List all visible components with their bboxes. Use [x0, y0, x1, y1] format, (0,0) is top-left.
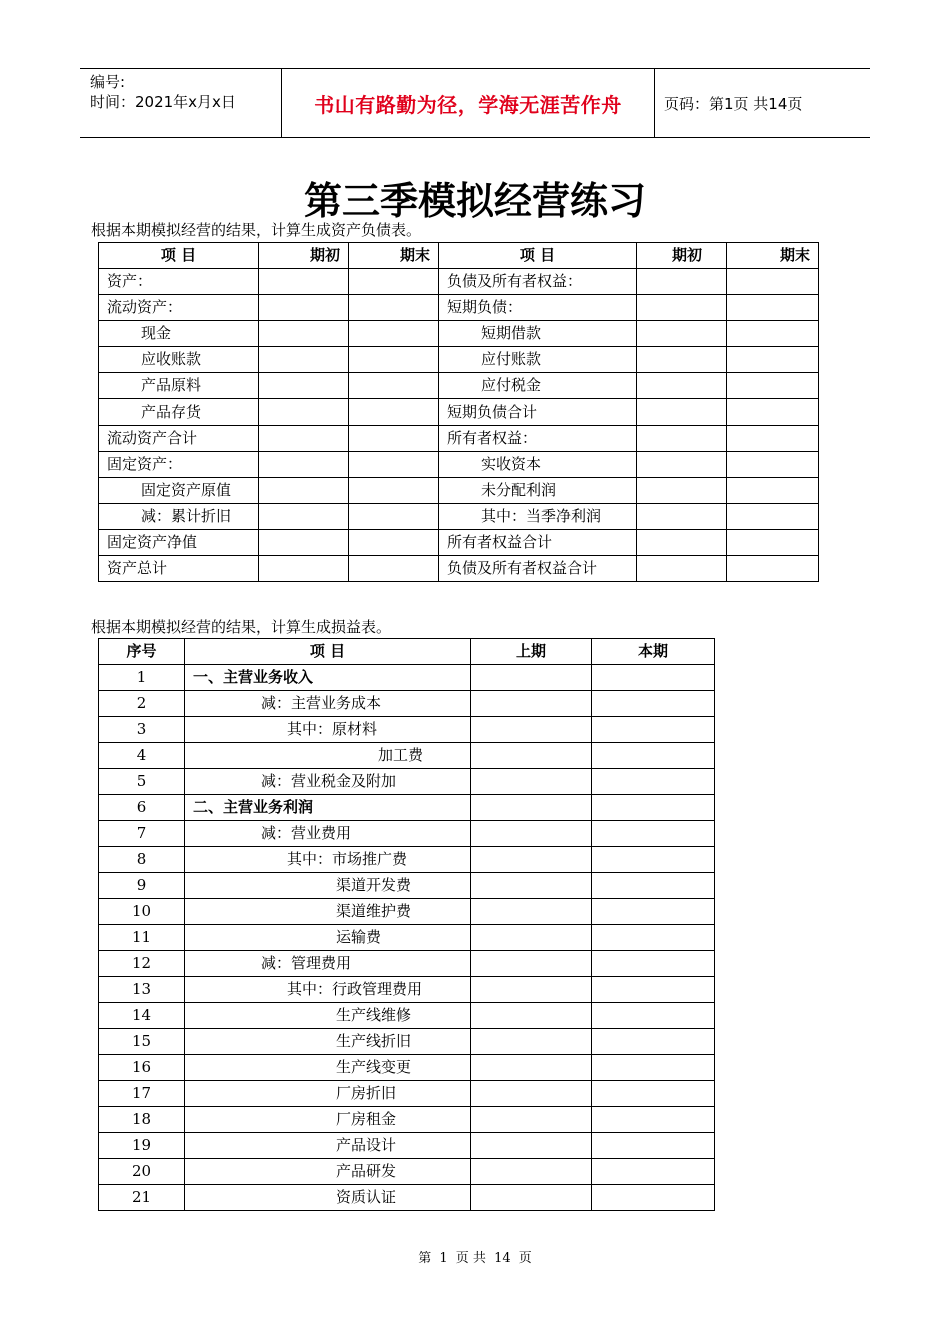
- bs-col-end-left: 期末: [349, 243, 439, 269]
- footer-text-1: 第: [418, 1251, 432, 1266]
- is-prev-value[interactable]: [471, 1081, 592, 1107]
- is-prev-value[interactable]: [471, 1003, 592, 1029]
- bs-right-end-value[interactable]: [727, 295, 819, 321]
- income-statement-header-row: [99, 639, 715, 665]
- is-curr-value[interactable]: [592, 1159, 715, 1185]
- income-statement-table: [98, 638, 715, 1211]
- bs-right-begin-value[interactable]: [637, 556, 727, 582]
- bs-left-begin-value[interactable]: [259, 373, 349, 399]
- header-page-cell: [654, 69, 870, 137]
- bs-right-begin-value[interactable]: [637, 503, 727, 529]
- is-row-number: 5: [99, 769, 185, 795]
- is-curr-value[interactable]: [592, 847, 715, 873]
- is-prev-value[interactable]: [471, 1029, 592, 1055]
- is-curr-value[interactable]: [592, 1055, 715, 1081]
- bs-right-item: 负债及所有者权益合计: [439, 556, 637, 582]
- is-prev-value[interactable]: [471, 951, 592, 977]
- bs-left-end-value[interactable]: [349, 373, 439, 399]
- footer-total-pages: 14: [494, 1251, 511, 1266]
- bs-right-end-value[interactable]: [727, 477, 819, 503]
- is-item: 加工费: [185, 743, 471, 769]
- is-row-number: 18: [99, 1107, 185, 1133]
- bs-right-item: 应付账款: [439, 347, 637, 373]
- bs-right-end-value[interactable]: [727, 425, 819, 451]
- is-row-number: 7: [99, 821, 185, 847]
- bs-col-begin-left: 期初: [259, 243, 349, 269]
- is-curr-value[interactable]: [592, 691, 715, 717]
- bs-right-begin-value[interactable]: [637, 269, 727, 295]
- table-row: [99, 425, 819, 451]
- table-row: [99, 477, 819, 503]
- is-col-curr: 本期: [592, 639, 715, 665]
- bs-left-item: 资产总计: [99, 556, 259, 582]
- table-row: [99, 873, 715, 899]
- bs-left-item: 应收账款: [99, 347, 259, 373]
- bs-left-end-value[interactable]: [349, 321, 439, 347]
- is-curr-value[interactable]: [592, 717, 715, 743]
- is-row-number: 8: [99, 847, 185, 873]
- table-row: [99, 1003, 715, 1029]
- bs-left-begin-value[interactable]: [259, 399, 349, 425]
- bs-left-begin-value[interactable]: [259, 295, 349, 321]
- is-curr-value[interactable]: [592, 1003, 715, 1029]
- bs-right-item: 实收资本: [439, 451, 637, 477]
- is-prev-value[interactable]: [471, 1133, 592, 1159]
- table-row: [99, 743, 715, 769]
- bs-col-item-right: 项 目: [439, 243, 637, 269]
- table-row: [99, 347, 819, 373]
- is-row-number: 2: [99, 691, 185, 717]
- is-item: 厂房租金: [185, 1107, 471, 1133]
- table-row: [99, 321, 819, 347]
- is-row-number: 10: [99, 899, 185, 925]
- is-curr-value[interactable]: [592, 795, 715, 821]
- table-row: [99, 503, 819, 529]
- is-prev-value[interactable]: [471, 1107, 592, 1133]
- bs-left-item: 现金: [99, 321, 259, 347]
- bs-left-item: 固定资产净值: [99, 529, 259, 555]
- is-row-number: 4: [99, 743, 185, 769]
- is-item: 减：主营业务成本: [185, 691, 471, 717]
- bs-left-item: 产品原料: [99, 373, 259, 399]
- is-curr-value[interactable]: [592, 1185, 715, 1211]
- is-prev-value[interactable]: [471, 795, 592, 821]
- bs-left-begin-value[interactable]: [259, 503, 349, 529]
- bs-right-end-value[interactable]: [727, 529, 819, 555]
- is-row-number: 16: [99, 1055, 185, 1081]
- table-row: [99, 295, 819, 321]
- is-prev-value[interactable]: [471, 717, 592, 743]
- bs-right-begin-value[interactable]: [637, 529, 727, 555]
- bs-left-item: 减：累计折旧: [99, 503, 259, 529]
- is-row-number: 21: [99, 1185, 185, 1211]
- is-prev-value[interactable]: [471, 977, 592, 1003]
- table-row: [99, 529, 819, 555]
- is-row-number: 13: [99, 977, 185, 1003]
- balance-sheet-intro: 根据本期模拟经营的结果，计算生成资产负债表。: [91, 221, 422, 239]
- table-row: [99, 269, 819, 295]
- table-row: [99, 769, 715, 795]
- table-row: [99, 451, 819, 477]
- table-row: [99, 1185, 715, 1211]
- bs-col-begin-right: 期初: [637, 243, 727, 269]
- is-row-number: 20: [99, 1159, 185, 1185]
- bs-right-end-value[interactable]: [727, 556, 819, 582]
- bs-right-item: 所有者权益合计: [439, 529, 637, 555]
- is-curr-value[interactable]: [592, 1107, 715, 1133]
- is-curr-value[interactable]: [592, 951, 715, 977]
- bs-left-end-value[interactable]: [349, 295, 439, 321]
- bs-col-end-right: 期末: [727, 243, 819, 269]
- is-item: 其中：行政管理费用: [185, 977, 471, 1003]
- table-row: [99, 556, 819, 582]
- is-curr-value[interactable]: [592, 743, 715, 769]
- bs-right-begin-value[interactable]: [637, 373, 727, 399]
- is-item: 渠道维护费: [185, 899, 471, 925]
- motto: 书山有路勤为径，学海无涯苦作舟: [314, 92, 622, 117]
- bs-left-end-value[interactable]: [349, 556, 439, 582]
- bs-left-begin-value[interactable]: [259, 321, 349, 347]
- bs-left-item: 固定资产原值: [99, 477, 259, 503]
- bs-right-begin-value[interactable]: [637, 451, 727, 477]
- is-curr-value[interactable]: [592, 977, 715, 1003]
- table-row: [99, 1159, 715, 1185]
- bs-right-begin-value[interactable]: [637, 477, 727, 503]
- is-row-number: 12: [99, 951, 185, 977]
- footer-page-number: 1: [439, 1251, 448, 1266]
- table-row: [99, 691, 715, 717]
- is-prev-value[interactable]: [471, 873, 592, 899]
- table-row: [99, 373, 819, 399]
- bs-left-begin-value[interactable]: [259, 451, 349, 477]
- table-row: [99, 665, 715, 691]
- bs-right-item: 负债及所有者权益：: [439, 269, 637, 295]
- is-prev-value[interactable]: [471, 1055, 592, 1081]
- bs-right-begin-value[interactable]: [637, 425, 727, 451]
- is-row-number: 15: [99, 1029, 185, 1055]
- is-curr-value[interactable]: [592, 821, 715, 847]
- page-info: 页码：第1页 共14页: [664, 94, 803, 113]
- page-footer: [0, 1247, 950, 1266]
- is-item: 厂房折旧: [185, 1081, 471, 1107]
- is-row-number: 14: [99, 1003, 185, 1029]
- is-col-prev: 上期: [471, 639, 592, 665]
- bs-left-begin-value[interactable]: [259, 556, 349, 582]
- is-item: 资质认证: [185, 1185, 471, 1211]
- table-row: [99, 1107, 715, 1133]
- bs-col-item-left: 项 目: [99, 243, 259, 269]
- is-item: 渠道开发费: [185, 873, 471, 899]
- table-row: [99, 925, 715, 951]
- bs-right-item: 应付税金: [439, 373, 637, 399]
- table-row: [99, 1029, 715, 1055]
- bs-left-end-value[interactable]: [349, 347, 439, 373]
- bs-right-end-value[interactable]: [727, 399, 819, 425]
- is-row-number: 19: [99, 1133, 185, 1159]
- is-row-number: 9: [99, 873, 185, 899]
- bs-left-item: 固定资产：: [99, 451, 259, 477]
- bs-left-item: 流动资产合计: [99, 425, 259, 451]
- page-title: 第三季模拟经营练习: [303, 179, 646, 223]
- table-row: [99, 399, 819, 425]
- table-row: [99, 1081, 715, 1107]
- is-prev-value[interactable]: [471, 847, 592, 873]
- is-curr-value[interactable]: [592, 665, 715, 691]
- is-item: 生产线变更: [185, 1055, 471, 1081]
- bs-right-begin-value[interactable]: [637, 321, 727, 347]
- is-curr-value[interactable]: [592, 1133, 715, 1159]
- table-row: [99, 821, 715, 847]
- header-meta: [80, 69, 281, 137]
- bs-right-item: 其中：当季净利润: [439, 503, 637, 529]
- is-item: 一、主营业务收入: [185, 665, 471, 691]
- is-prev-value[interactable]: [471, 769, 592, 795]
- bs-left-begin-value[interactable]: [259, 477, 349, 503]
- is-row-number: 6: [99, 795, 185, 821]
- bs-left-begin-value[interactable]: [259, 347, 349, 373]
- is-prev-value[interactable]: [471, 925, 592, 951]
- bs-right-item: 未分配利润: [439, 477, 637, 503]
- is-item: 产品设计: [185, 1133, 471, 1159]
- table-row: [99, 1133, 715, 1159]
- bs-right-item: 短期负债合计: [439, 399, 637, 425]
- is-item: 减：管理费用: [185, 951, 471, 977]
- is-curr-value[interactable]: [592, 925, 715, 951]
- is-col-no: 序号: [99, 639, 185, 665]
- is-item: 生产线维修: [185, 1003, 471, 1029]
- bs-left-end-value[interactable]: [349, 399, 439, 425]
- bs-right-item: 短期借款: [439, 321, 637, 347]
- is-item: 产品研发: [185, 1159, 471, 1185]
- income-statement-intro: 根据本期模拟经营的结果，计算生成损益表。: [91, 618, 392, 636]
- bs-left-begin-value[interactable]: [259, 425, 349, 451]
- is-curr-value[interactable]: [592, 899, 715, 925]
- bs-left-end-value[interactable]: [349, 425, 439, 451]
- table-row: [99, 795, 715, 821]
- bs-right-end-value[interactable]: [727, 321, 819, 347]
- bs-left-item: 资产：: [99, 269, 259, 295]
- is-item: 生产线折旧: [185, 1029, 471, 1055]
- is-prev-value[interactable]: [471, 665, 592, 691]
- is-item: 运输费: [185, 925, 471, 951]
- serial-label: 编号:: [90, 73, 126, 91]
- bs-left-end-value[interactable]: [349, 503, 439, 529]
- bs-right-begin-value[interactable]: [637, 399, 727, 425]
- is-prev-value[interactable]: [471, 691, 592, 717]
- balance-sheet-header-row: [99, 243, 819, 269]
- is-prev-value[interactable]: [471, 821, 592, 847]
- footer-text-3: 页: [518, 1251, 532, 1266]
- bs-right-begin-value[interactable]: [637, 295, 727, 321]
- table-row: [99, 1055, 715, 1081]
- bs-right-item: 短期负债：: [439, 295, 637, 321]
- bs-right-end-value[interactable]: [727, 503, 819, 529]
- bs-left-begin-value[interactable]: [259, 269, 349, 295]
- header-motto-cell: [281, 69, 655, 137]
- is-prev-value[interactable]: [471, 1185, 592, 1211]
- table-row: [99, 977, 715, 1003]
- page-header: [80, 68, 870, 138]
- is-curr-value[interactable]: [592, 769, 715, 795]
- date-label: 时间：2021年x月x日: [90, 93, 236, 111]
- bs-left-item: 流动资产：: [99, 295, 259, 321]
- bs-left-end-value[interactable]: [349, 269, 439, 295]
- bs-left-item: 产品存货: [99, 399, 259, 425]
- footer-text-2: 页 共: [455, 1251, 486, 1266]
- is-item: 减：营业费用: [185, 821, 471, 847]
- is-prev-value[interactable]: [471, 743, 592, 769]
- bs-right-end-value[interactable]: [727, 269, 819, 295]
- is-row-number: 3: [99, 717, 185, 743]
- is-item: 减：营业税金及附加: [185, 769, 471, 795]
- table-row: [99, 717, 715, 743]
- balance-sheet-table: [98, 242, 819, 582]
- is-row-number: 17: [99, 1081, 185, 1107]
- table-row: [99, 951, 715, 977]
- bs-left-end-value[interactable]: [349, 451, 439, 477]
- is-prev-value[interactable]: [471, 1159, 592, 1185]
- bs-right-item: 所有者权益：: [439, 425, 637, 451]
- is-row-number: 11: [99, 925, 185, 951]
- is-curr-value[interactable]: [592, 1029, 715, 1055]
- bs-left-end-value[interactable]: [349, 477, 439, 503]
- bs-right-begin-value[interactable]: [637, 347, 727, 373]
- bs-left-end-value[interactable]: [349, 529, 439, 555]
- table-row: [99, 899, 715, 925]
- is-col-item: 项 目: [185, 639, 471, 665]
- is-curr-value[interactable]: [592, 1081, 715, 1107]
- is-prev-value[interactable]: [471, 899, 592, 925]
- is-item: 其中：市场推广费: [185, 847, 471, 873]
- is-item: 其中：原材料: [185, 717, 471, 743]
- is-curr-value[interactable]: [592, 873, 715, 899]
- bs-right-end-value[interactable]: [727, 373, 819, 399]
- bs-left-begin-value[interactable]: [259, 529, 349, 555]
- table-row: [99, 847, 715, 873]
- is-row-number: 1: [99, 665, 185, 691]
- bs-right-end-value[interactable]: [727, 347, 819, 373]
- is-item: 二、主营业务利润: [185, 795, 471, 821]
- bs-right-end-value[interactable]: [727, 451, 819, 477]
